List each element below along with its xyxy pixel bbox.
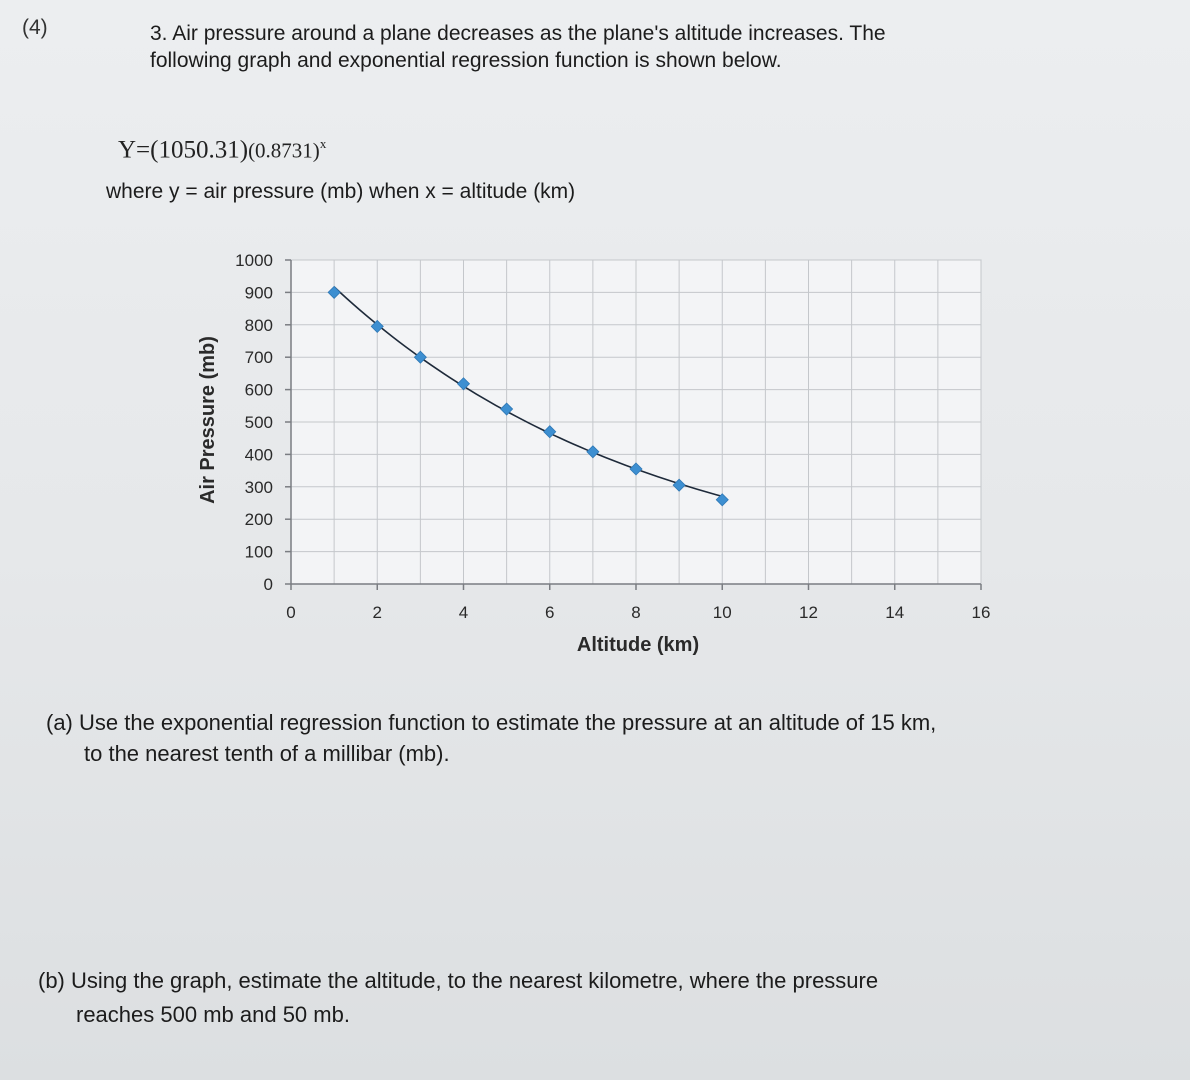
y-tick-label: 1000	[235, 251, 273, 270]
intro-line-2: following graph and exponential regression function is shown below.	[150, 49, 782, 72]
y-tick-label: 500	[244, 413, 273, 432]
y-tick-label: 300	[244, 477, 273, 497]
x-axis-title: Altitude (km)	[576, 634, 700, 656]
y-tick-label: 200	[244, 510, 273, 530]
intro-line-1: 3. Air pressure around a plane decreases as the plane's altitude increases. The	[150, 22, 886, 45]
question-part-a	[46, 707, 1126, 769]
formula-lhs: Y=(1050.31)	[118, 136, 249, 164]
x-tick-label: 2	[372, 603, 382, 622]
x-tick-label: 4	[458, 603, 469, 622]
formula-note: where y = air pressure (mb) when x = altitude (km)	[106, 180, 576, 203]
x-tick-label: 10	[712, 603, 732, 622]
formula-exponent: x	[319, 136, 327, 151]
part-b-line-2: reaches 500 mb and 50 mb.	[76, 1002, 350, 1027]
x-tick-label: 16	[971, 603, 991, 622]
x-tick-label: 0	[286, 603, 296, 622]
chart-grid	[291, 260, 981, 584]
y-tick-label: 900	[244, 283, 273, 303]
formula-base: (0.8731)	[248, 138, 320, 163]
y-axis-title: Air Pressure (mb)	[197, 336, 219, 504]
y-tick-label: 400	[244, 445, 273, 465]
x-tick-label: 12	[799, 603, 818, 622]
part-a-line-1: (a) Use the exponential regression function to estimate the pressure at an altitude of 15 km,	[46, 710, 937, 735]
y-tick-label: 600	[244, 380, 273, 400]
x-tick-label: 6	[545, 603, 555, 622]
question-number: (4)	[22, 16, 48, 39]
question-part-b	[38, 964, 1138, 1032]
y-tick-label: 800	[244, 315, 273, 335]
part-a-line-2: to the nearest tenth of a millibar (mb).	[84, 741, 450, 766]
x-tick-label: 8	[631, 603, 641, 622]
y-tick-label: 100	[244, 542, 273, 562]
y-tick-label: 700	[244, 348, 273, 368]
x-tick-label: 14	[885, 603, 905, 622]
y-tick-label: 0	[263, 575, 273, 594]
part-b-line-1: (b) Using the graph, estimate the altitude, to the nearest kilometre, where the pressure	[38, 968, 879, 993]
